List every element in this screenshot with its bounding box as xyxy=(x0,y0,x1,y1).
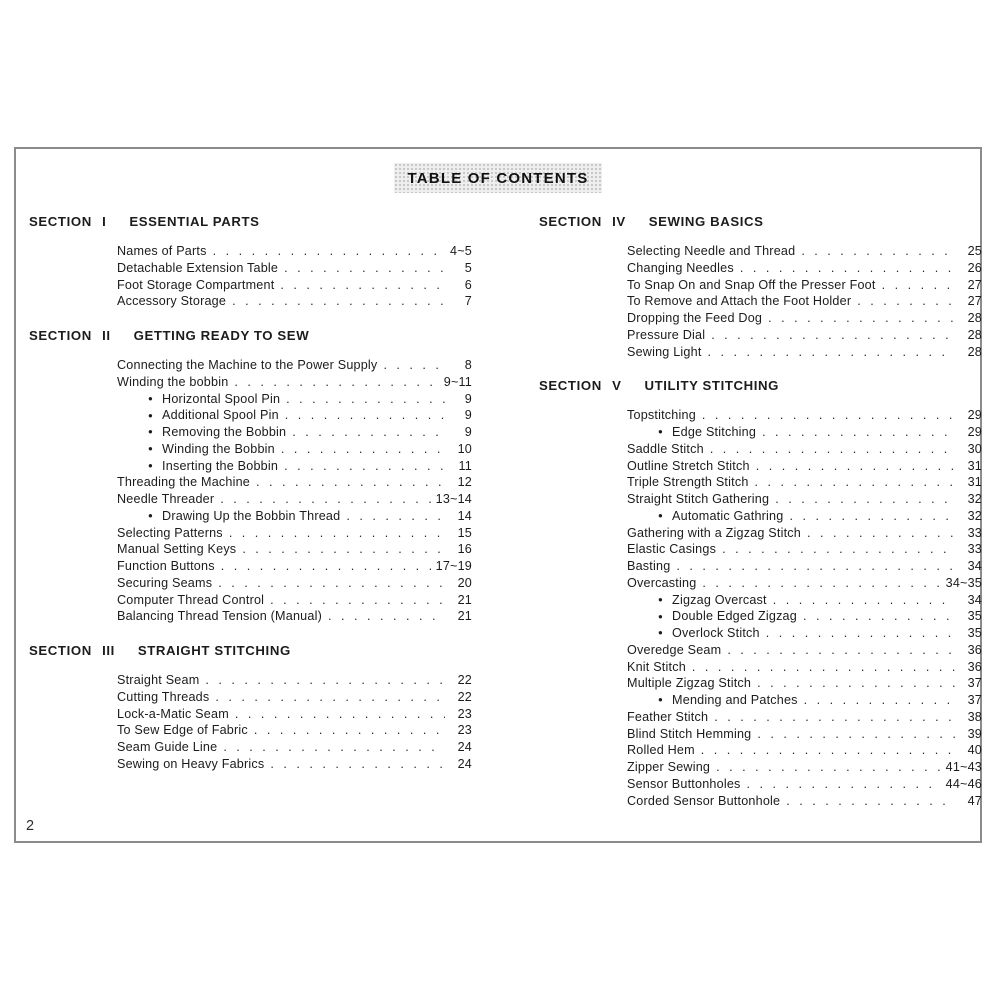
entry-title: Needle Threader xyxy=(117,492,215,506)
entry-title: Gathering with a Zigzag Stitch xyxy=(627,525,801,540)
dot-leader xyxy=(757,675,955,692)
dot-leader xyxy=(213,243,445,260)
entry-title: Mending and Patches xyxy=(672,693,798,707)
entry-page-number: 47 xyxy=(967,793,982,808)
entry-page-number: 8 xyxy=(464,358,472,372)
dot-leader xyxy=(218,575,445,592)
entry-title: Selecting Needle and Thread xyxy=(627,244,796,258)
toc-entry xyxy=(627,709,982,726)
dot-leader xyxy=(229,525,445,542)
entry-title: Multiple Zigzag Stitch xyxy=(627,676,752,691)
entry-page-number: 40 xyxy=(967,743,982,758)
section-header xyxy=(29,327,472,344)
entry-page-number: 44~46 xyxy=(945,776,982,791)
toc-entry xyxy=(117,424,472,441)
section-label: SECTION IV xyxy=(539,214,626,229)
dot-leader xyxy=(235,706,445,723)
entry-title: Horizontal Spool Pin xyxy=(162,391,281,406)
dot-leader xyxy=(256,474,445,491)
entry-title: To Snap On and Snap Off the Presser Foot xyxy=(627,277,876,292)
toc-entry xyxy=(627,525,982,542)
entry-title: Pressure Dial xyxy=(627,327,706,342)
section-title: ESSENTIAL PARTS xyxy=(129,214,260,229)
dot-leader xyxy=(803,608,955,625)
bullet-icon: ● xyxy=(658,695,664,705)
entry-title: Dropping the Feed Dog xyxy=(627,311,763,325)
dot-leader xyxy=(702,575,940,592)
bullet-icon: ● xyxy=(148,444,154,454)
entry-page-number: 9 xyxy=(464,391,472,406)
toc-entry xyxy=(627,327,982,344)
entry-page-number: 24 xyxy=(457,756,472,771)
dot-leader xyxy=(714,709,955,726)
entry-title: Outline Stretch Stitch xyxy=(627,458,750,473)
entry-title: Winding the bobbin xyxy=(117,374,229,389)
toc-entry xyxy=(627,675,982,692)
toc-entry xyxy=(117,508,472,525)
toc-entry xyxy=(627,759,982,776)
entry-title: Edge Stitching xyxy=(672,425,757,439)
toc-entry xyxy=(627,441,982,458)
dot-leader xyxy=(234,374,438,391)
entry-page-number: 23 xyxy=(457,706,472,721)
toc-entry xyxy=(117,525,472,542)
section-header xyxy=(539,213,982,230)
dot-leader xyxy=(757,726,955,743)
dot-leader xyxy=(775,491,955,508)
entry-title: Knit Stitch xyxy=(627,659,686,674)
section-entries xyxy=(117,672,472,773)
entry-title: Manual Setting Keys xyxy=(117,542,237,557)
entry-title: Computer Thread Control xyxy=(117,592,265,607)
toc-section xyxy=(539,213,982,360)
entry-title: Overcasting xyxy=(627,575,697,590)
entry-title: Blind Stitch Hemming xyxy=(627,726,752,741)
entry-page-number: 12 xyxy=(457,475,472,490)
toc-entry xyxy=(627,424,982,441)
toc-entry xyxy=(627,692,982,709)
bullet-icon: ● xyxy=(658,427,664,437)
dot-leader xyxy=(220,491,430,508)
dot-leader xyxy=(708,344,955,361)
entry-title: Drawing Up the Bobbin Thread xyxy=(162,508,341,523)
toc-entry xyxy=(627,592,982,609)
entry-title: Zigzag Overcast xyxy=(672,592,767,607)
toc-entry xyxy=(627,642,982,659)
entry-title: Sewing Light xyxy=(627,344,702,359)
section-header xyxy=(29,213,472,230)
dot-leader xyxy=(285,407,445,424)
entry-title: Double Edged Zigzag xyxy=(672,609,797,624)
entry-page-number: 39 xyxy=(967,726,982,741)
dot-leader xyxy=(773,592,955,609)
right-column xyxy=(539,213,982,826)
toc-entry xyxy=(117,608,472,625)
section-label: SECTION V xyxy=(539,378,622,394)
section-header xyxy=(539,377,982,394)
entry-page-number: 27 xyxy=(967,294,982,309)
page-title: TABLE OF CONTENTS xyxy=(394,163,603,193)
toc-entry xyxy=(117,722,472,739)
entry-title: Connecting the Machine to the Power Supply xyxy=(117,358,378,372)
entry-title: Corded Sensor Buttonhole xyxy=(627,793,781,808)
toc-entry xyxy=(627,277,982,294)
toc-entry xyxy=(117,706,472,723)
entry-page-number: 36 xyxy=(967,659,982,674)
toc-entry xyxy=(117,689,472,706)
toc-entry xyxy=(117,756,472,773)
entry-title: Straight Stitch Gathering xyxy=(627,492,770,506)
dot-leader xyxy=(232,293,445,310)
bullet-icon: ● xyxy=(658,511,664,521)
toc-entry xyxy=(627,491,982,508)
entry-page-number: 4~5 xyxy=(450,244,472,258)
toc-entry xyxy=(627,474,982,491)
entry-page-number: 13~14 xyxy=(435,492,472,506)
entry-page-number: 37 xyxy=(967,693,982,707)
dot-leader xyxy=(857,293,955,310)
entry-title: Names of Parts xyxy=(117,244,207,258)
entry-title: Basting xyxy=(627,559,671,573)
dot-leader xyxy=(727,642,955,659)
toc-entry xyxy=(117,592,472,609)
toc-entry xyxy=(627,608,982,625)
toc-entry xyxy=(117,260,472,277)
entry-title: Selecting Patterns xyxy=(117,525,223,540)
entry-page-number: 5 xyxy=(464,260,472,275)
dot-leader xyxy=(807,525,955,542)
entry-title: Lock-a-Matic Seam xyxy=(117,706,229,721)
toc-entry xyxy=(627,508,982,525)
dot-leader xyxy=(701,742,955,759)
entry-title: Function Buttons xyxy=(117,559,215,573)
entry-title: Balancing Thread Tension (Manual) xyxy=(117,609,322,624)
dot-leader xyxy=(205,672,445,689)
entry-page-number: 17~19 xyxy=(435,559,472,573)
dot-leader xyxy=(801,243,955,260)
toc-entry xyxy=(117,558,472,575)
dot-leader xyxy=(804,692,955,709)
toc-entry xyxy=(627,458,982,475)
entry-title: Overedge Seam xyxy=(627,642,722,657)
section-entries xyxy=(117,243,472,310)
dot-leader xyxy=(328,608,445,625)
dot-leader xyxy=(221,558,431,575)
toc-entry xyxy=(117,541,472,558)
entry-title: Foot Storage Compartment xyxy=(117,277,275,292)
entry-title: Triple Strength Stitch xyxy=(627,475,749,490)
entry-page-number: 15 xyxy=(457,525,472,540)
dot-leader xyxy=(284,458,445,475)
entry-page-number: 21 xyxy=(457,592,472,607)
entry-page-number: 9 xyxy=(464,408,472,423)
entry-page-number: 14 xyxy=(457,508,472,523)
toc-entry xyxy=(627,260,982,277)
entry-page-number: 11 xyxy=(458,458,472,473)
dot-leader xyxy=(711,327,955,344)
entry-title: Automatic Gathring xyxy=(672,508,784,523)
section-label: SECTION I xyxy=(29,214,107,229)
entry-page-number: 29 xyxy=(967,425,982,439)
entry-page-number: 22 xyxy=(457,673,472,687)
toc-entry xyxy=(117,441,472,458)
page-number: 2 xyxy=(26,818,35,834)
section-title: STRAIGHT STITCHING xyxy=(137,643,291,658)
dot-leader xyxy=(281,441,445,458)
toc-columns xyxy=(16,197,980,826)
entry-page-number: 37 xyxy=(967,676,982,691)
dot-leader xyxy=(766,625,955,642)
bullet-icon: ● xyxy=(148,393,154,403)
entry-page-number: 7 xyxy=(464,294,472,309)
entry-title: Securing Seams xyxy=(117,575,213,590)
dot-leader xyxy=(346,508,445,525)
toc-entry xyxy=(117,357,472,374)
entry-page-number: 35 xyxy=(967,609,982,624)
entry-title: Sewing on Heavy Fabrics xyxy=(117,756,265,771)
dot-leader xyxy=(215,689,445,706)
entry-title: Cutting Threads xyxy=(117,689,210,704)
section-title: UTILITY STITCHING xyxy=(644,378,779,394)
entry-title: Changing Needles xyxy=(627,260,734,275)
entry-page-number: 25 xyxy=(967,244,982,258)
entry-page-number: 30 xyxy=(967,441,982,456)
dot-leader xyxy=(702,407,955,424)
entry-page-number: 10 xyxy=(457,441,472,456)
entry-page-number: 41~43 xyxy=(945,760,982,774)
toc-entry xyxy=(627,558,982,575)
dot-leader xyxy=(270,756,445,773)
toc-entry xyxy=(627,293,982,310)
dot-leader xyxy=(882,277,955,294)
dot-leader xyxy=(284,260,445,277)
toc-entry xyxy=(117,672,472,689)
dot-leader xyxy=(768,310,955,327)
toc-entry xyxy=(627,243,982,260)
entry-page-number: 24 xyxy=(457,740,472,754)
entry-title: To Remove and Attach the Foot Holder xyxy=(627,294,852,309)
toc-entry xyxy=(117,277,472,294)
bullet-icon: ● xyxy=(148,511,154,521)
section-entries xyxy=(627,407,982,809)
toc-entry xyxy=(117,391,472,408)
entry-title: Inserting the Bobbin xyxy=(162,458,279,473)
entry-page-number: 26 xyxy=(967,260,982,275)
toc-entry xyxy=(117,474,472,491)
entry-page-number: 6 xyxy=(464,277,472,292)
dot-leader xyxy=(270,592,445,609)
section-title: SEWING BASICS xyxy=(648,214,764,229)
toc-entry xyxy=(117,407,472,424)
toc-section xyxy=(29,642,472,773)
toc-entry xyxy=(627,726,982,743)
entry-title: Overlock Stitch xyxy=(672,626,760,640)
entry-page-number: 32 xyxy=(967,492,982,506)
section-entries xyxy=(117,357,472,625)
entry-title: To Sew Edge of Fabric xyxy=(117,723,248,738)
section-entries xyxy=(627,243,982,360)
dot-leader xyxy=(716,759,941,776)
section-label: SECTION II xyxy=(29,328,111,343)
entry-page-number: 33 xyxy=(967,542,982,557)
entry-page-number: 32 xyxy=(967,508,982,523)
entry-title: Sensor Buttonholes xyxy=(627,776,741,791)
entry-page-number: 9~11 xyxy=(443,374,472,389)
entry-page-number: 35 xyxy=(967,626,982,640)
entry-page-number: 38 xyxy=(967,709,982,724)
entry-page-number: 16 xyxy=(457,542,472,557)
bullet-icon: ● xyxy=(148,427,154,437)
left-column xyxy=(29,213,472,826)
entry-title: Threading the Machine xyxy=(117,475,251,490)
toc-entry xyxy=(627,793,982,810)
entry-page-number: 34~35 xyxy=(945,575,982,590)
entry-title: Rolled Hem xyxy=(627,743,695,758)
entry-title: Zipper Sewing xyxy=(627,760,711,774)
dot-leader xyxy=(762,424,955,441)
bullet-icon: ● xyxy=(148,460,154,470)
entry-title: Detachable Extension Table xyxy=(117,260,279,275)
toc-entry xyxy=(627,310,982,327)
toc-section xyxy=(29,327,472,625)
dot-leader xyxy=(254,722,445,739)
entry-title: Topstitching xyxy=(627,408,696,423)
entry-page-number: 28 xyxy=(967,344,982,359)
dot-leader xyxy=(747,776,941,793)
bullet-icon: ● xyxy=(658,611,664,621)
toc-entry xyxy=(117,575,472,592)
entry-title: Elastic Casings xyxy=(627,542,717,557)
bullet-icon: ● xyxy=(148,410,154,420)
manual-page xyxy=(14,147,982,843)
entry-page-number: 29 xyxy=(967,408,982,423)
entry-page-number: 34 xyxy=(967,592,982,607)
toc-entry xyxy=(627,776,982,793)
toc-entry xyxy=(627,541,982,558)
dot-leader xyxy=(722,541,955,558)
toc-entry xyxy=(627,625,982,642)
toc-entry xyxy=(117,491,472,508)
bullet-icon: ● xyxy=(658,628,664,638)
dot-leader xyxy=(789,508,955,525)
entry-page-number: 31 xyxy=(967,458,982,473)
toc-entry xyxy=(627,344,982,361)
dot-leader xyxy=(292,424,445,441)
toc-entry xyxy=(627,407,982,424)
dot-leader xyxy=(242,541,445,558)
entry-page-number: 36 xyxy=(967,642,982,657)
toc-section xyxy=(539,377,982,809)
entry-title: Feather Stitch xyxy=(627,709,709,724)
entry-page-number: 28 xyxy=(967,327,982,342)
entry-page-number: 31 xyxy=(967,475,982,490)
section-title: GETTING READY TO SEW xyxy=(133,328,310,343)
toc-entry xyxy=(627,742,982,759)
toc-entry xyxy=(117,739,472,756)
dot-leader xyxy=(692,659,955,676)
title-row xyxy=(16,163,980,197)
entry-title: Removing the Bobbin xyxy=(162,425,287,439)
toc-entry xyxy=(117,293,472,310)
entry-page-number: 20 xyxy=(457,575,472,590)
entry-page-number: 9 xyxy=(464,425,472,439)
toc-section xyxy=(29,213,472,310)
dot-leader xyxy=(710,441,955,458)
dot-leader xyxy=(756,458,955,475)
dot-leader xyxy=(280,277,445,294)
bullet-icon: ● xyxy=(658,594,664,604)
toc-entry xyxy=(117,243,472,260)
toc-entry xyxy=(627,575,982,592)
section-label: SECTION III xyxy=(29,643,115,658)
entry-title: Winding the Bobbin xyxy=(162,441,275,456)
toc-entry xyxy=(627,659,982,676)
entry-page-number: 28 xyxy=(967,311,982,325)
toc-entry xyxy=(117,374,472,391)
entry-page-number: 27 xyxy=(967,277,982,292)
toc-entry xyxy=(117,458,472,475)
entry-page-number: 22 xyxy=(457,689,472,704)
entry-title: Saddle Stitch xyxy=(627,441,704,456)
dot-leader xyxy=(286,391,445,408)
entry-title: Accessory Storage xyxy=(117,294,227,309)
dot-leader xyxy=(755,474,955,491)
entry-page-number: 33 xyxy=(967,525,982,540)
entry-page-number: 34 xyxy=(967,559,982,573)
dot-leader xyxy=(786,793,955,810)
entry-title: Seam Guide Line xyxy=(117,740,218,754)
dot-leader xyxy=(383,357,445,374)
dot-leader xyxy=(223,739,445,756)
entry-page-number: 23 xyxy=(457,723,472,738)
dot-leader xyxy=(740,260,955,277)
entry-page-number: 21 xyxy=(457,609,472,624)
dot-leader xyxy=(676,558,955,575)
entry-title: Straight Seam xyxy=(117,673,200,687)
entry-title: Additional Spool Pin xyxy=(162,408,279,423)
section-header xyxy=(29,642,472,659)
